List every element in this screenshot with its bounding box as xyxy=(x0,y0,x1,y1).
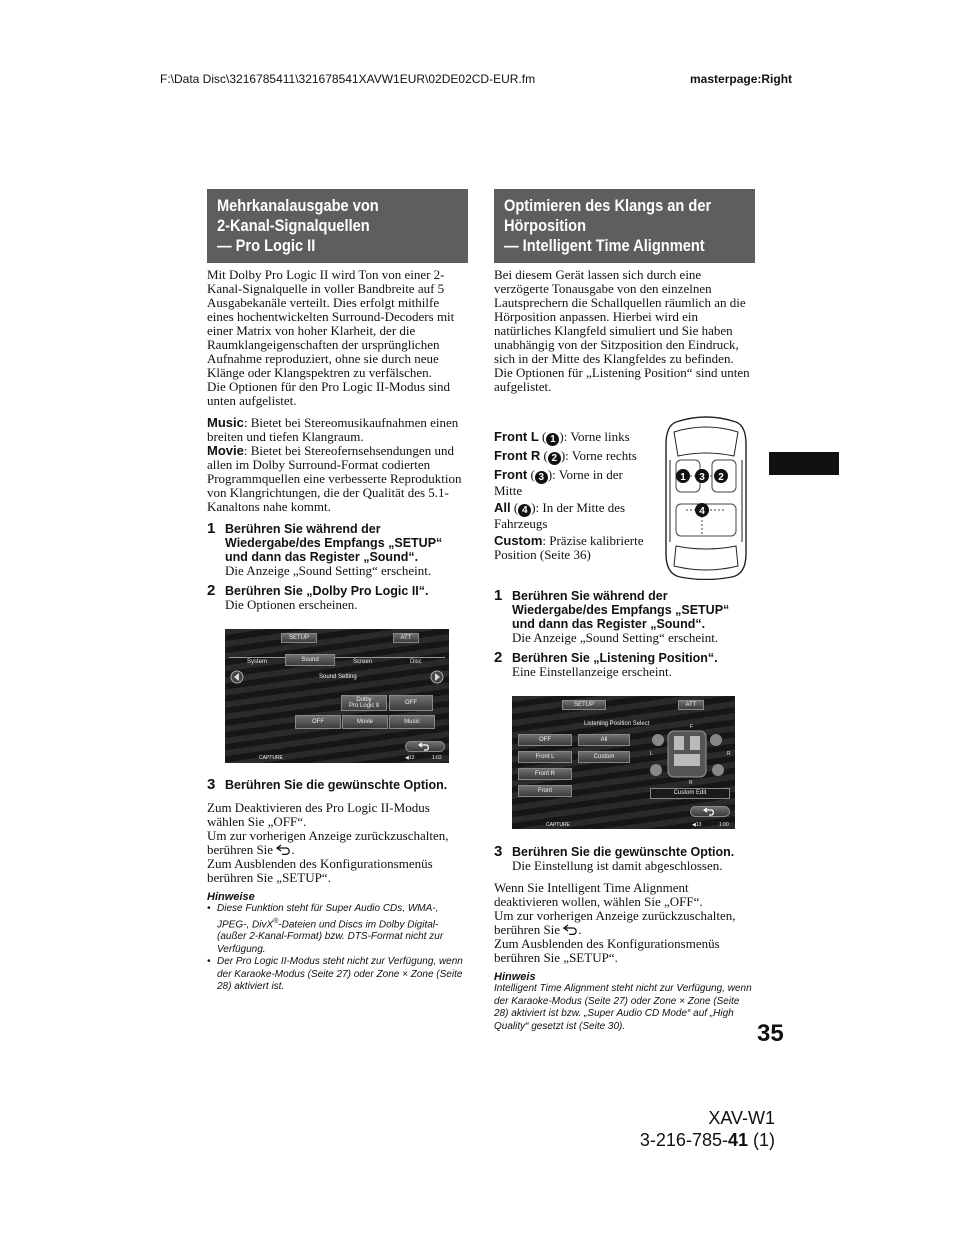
tab-system[interactable]: System xyxy=(247,659,268,665)
capture-label: CAPTURE xyxy=(546,822,570,828)
back-arrow-icon xyxy=(563,924,578,935)
custom-edit-button[interactable]: Custom Edit xyxy=(650,788,730,799)
off-instruction: Zum Deaktivieren des Pro Logic II-Modus wählen Sie „OFF“. xyxy=(207,800,430,829)
label-r: R xyxy=(727,751,731,757)
tab-sound[interactable]: Sound xyxy=(285,654,335,666)
back-instruction: Um zur vorherigen Anzeige zurückzuschalten, berühren Sie . xyxy=(494,908,736,937)
time-label: 1:02 xyxy=(432,755,442,761)
step-2: 2 Berühren Sie „Listening Position“. Eine Einstellanzeige erscheint. xyxy=(494,649,718,679)
att-button[interactable]: ATT xyxy=(393,633,419,643)
position-front: Front ( 3 ): Vorne in der Mitte xyxy=(494,467,623,498)
section-tab-marker xyxy=(769,452,839,475)
page-number: 35 xyxy=(757,1020,784,1047)
section-title-time-alignment: Optimieren des Klangs an der Hörposition — Intelligent Time Alignment xyxy=(494,189,755,263)
back-button[interactable] xyxy=(405,741,445,752)
time-label: 1:00 xyxy=(719,822,729,828)
position-front-r: Front R ( 2 ): Vorne rechts xyxy=(494,448,637,464)
model-name: XAV-W1 xyxy=(708,1108,775,1128)
screen-heading: Listening Position Select xyxy=(584,721,650,727)
screenshot-sound-setting xyxy=(225,629,449,763)
tab-disc[interactable]: Disc xyxy=(410,659,422,665)
hints-list xyxy=(207,903,468,994)
pos-front-r-button[interactable]: Front R xyxy=(518,768,572,780)
back-arrow-icon xyxy=(418,742,432,751)
section-title-pro-logic: Mehrkanalausgabe von 2-Kanal-Signalquellen — Pro Logic II xyxy=(207,189,468,263)
position-list xyxy=(494,430,654,562)
hint-item: • Diese Funktion steht für Super Audio CDs, WMA-, JPEG-, DivX®-Dateien und Discs im Dolby Digital- (außer 2-Kanal-Format) bzw. DTS-Format nicht zur Verfügung. xyxy=(217,903,468,956)
next-arrow-icon[interactable] xyxy=(430,670,444,684)
step-2: 2 Berühren Sie „Dolby Pro Logic II“. Die Optionen erscheinen. xyxy=(207,582,429,612)
prev-arrow-icon[interactable] xyxy=(230,670,244,684)
label-l: L xyxy=(650,751,653,757)
dolby-pro-logic-button[interactable]: Dolby Pro Logic Ⅱ xyxy=(341,695,387,711)
screenshot-listening-position xyxy=(512,696,735,829)
right-steps xyxy=(494,589,755,679)
right-column xyxy=(494,189,755,394)
pos-off-button[interactable]: OFF xyxy=(518,734,572,746)
left-column-bottom xyxy=(207,778,468,994)
position-front-l: Front L ( 1 ): Vorne links xyxy=(494,429,630,445)
file-path: F:\Data Disc\3216785411\321678541XAVW1EUR\02DE02CD-EUR.fm xyxy=(160,72,536,86)
capture-label: CAPTURE xyxy=(259,755,283,761)
screen-heading: Sound Setting xyxy=(319,674,357,680)
volume-label: ◀13 xyxy=(405,755,415,761)
car-label-3: 3 xyxy=(699,472,705,483)
left-column xyxy=(207,189,468,612)
right-column-bottom xyxy=(494,845,755,1033)
label-rear: R xyxy=(689,780,693,786)
volume-label: ◀13 xyxy=(692,822,702,828)
car-label-4: 4 xyxy=(699,506,705,517)
car-label-2: 2 xyxy=(718,472,724,483)
pos-front-button[interactable]: Front xyxy=(518,785,572,797)
intro-text: Bei diesem Gerät lassen sich durch eine verzögerte Tonausgabe von den einzelnen Lautsprechern die Schallquellen räumlich an die Hörposition anpassen. Hierbei wird ein natürliches Klangfeld simuliert und Sie haben unabhängig von der Sitzposition den Eindruck, sich in der Mitte des Klangfeldes zu befinden. xyxy=(494,267,746,366)
option-off-button[interactable]: OFF xyxy=(295,715,341,729)
position-custom: Custom: Präzise kalibrierte Position (Seite 36) xyxy=(494,533,644,562)
hints-title: Hinweise xyxy=(207,891,255,903)
hint-item: • Der Pro Logic II-Modus steht nicht zur Verfügung, wenn der Karaoke-Modus (Seite 27) oder Zone × Zone (Seite 28) aktiviert ist. xyxy=(217,956,468,994)
setup-instruction: Zum Ausblenden des Konfigurationsmenüs berühren Sie „SETUP“. xyxy=(207,856,433,885)
label-f: F xyxy=(690,724,694,730)
position-all: All ( 4 ): In der Mitte des Fahrzeugs xyxy=(494,500,626,531)
speaker-layout-icon xyxy=(648,726,726,786)
tab-screen[interactable]: Screen xyxy=(353,659,373,665)
step-3: 3 Berühren Sie die gewünschte Option. xyxy=(207,776,448,793)
intro-text: Mit Dolby Pro Logic II wird Ton von einer 2-Kanal-Signalquelle in voller Bandbreite auf 5 Ausgabekanäle verteilt. Dies erfolgt mithilfe eines hochentwickelten Surround-Decoders mit einer Matrix von hoher Klarheit, der die Raumklangeigenschaften der ursprünglichen Aufnahme reproduziert, ohne sie durch neue Klänge oder Klangspektren zu verfälschen. xyxy=(207,267,455,380)
dolby-off-button[interactable]: OFF xyxy=(389,695,433,711)
option-music-button[interactable]: Music xyxy=(389,715,435,729)
car-label-1: 1 xyxy=(680,472,686,483)
off-instruction: Wenn Sie Intelligent Time Alignment deaktivieren wollen, wählen Sie „OFF“. xyxy=(494,880,703,909)
step-1: 1 Berühren Sie während der Wiedergabe/des Empfangs „SETUP“ und dann das Register „Sound“. Die Anzeige „Sound Setting“ erscheint. xyxy=(207,520,443,578)
masterpage-label: masterpage:Right xyxy=(690,72,793,86)
hint-title: Hinweis xyxy=(494,971,536,983)
back-instruction: Um zur vorherigen Anzeige zurückzuschalten, berühren Sie . xyxy=(207,828,449,857)
car-seating-diagram xyxy=(662,414,750,580)
intro-options-text: Die Optionen für „Listening Position“ sind unten aufgelistet. xyxy=(494,365,750,394)
hint-text: Intelligent Time Alignment steht nicht zur Verfügung, wenn der Karaoke-Modus (Seite 27) oder Zone × Zone (Seite 28) aktiviert ist bzw. „Super Audio CD Mode“ auf „High Quality“ gesetzt ist (Seite 30). xyxy=(494,983,752,1032)
back-arrow-icon xyxy=(703,807,717,816)
step-3: 3 Berühren Sie die gewünschte Option. Die Einstellung ist damit abgeschlossen. xyxy=(494,843,735,873)
option-music: Music: Bietet bei Stereomusikaufnahmen einen breiten und tiefen Klangraum. xyxy=(207,415,459,444)
step-1: 1 Berühren Sie während der Wiedergabe/des Empfangs „SETUP“ und dann das Register „Sound“. Die Anzeige „Sound Setting“ erscheint. xyxy=(494,587,730,645)
setup-instruction: Zum Ausblenden des Konfigurationsmenüs berühren Sie „SETUP“. xyxy=(494,936,720,965)
back-arrow-icon xyxy=(276,844,291,855)
pos-all-button[interactable]: All xyxy=(578,734,630,746)
intro-options-text: Die Optionen für den Pro Logic II-Modus sind unten aufgelistet. xyxy=(207,379,450,408)
att-button[interactable]: ATT xyxy=(678,700,704,710)
option-movie: Movie: Bietet bei Stereofernsehsendungen und allen im Dolby Surround-Format codierten Programmquellen eine verbesserte Reproduktion von Klangrichtungen, die der Qualität des 5.1-Kanaltons nahe kommt. xyxy=(207,443,462,514)
back-button[interactable] xyxy=(690,806,730,817)
setup-button[interactable]: SETUP xyxy=(281,633,317,643)
pos-front-l-button[interactable]: Front L xyxy=(518,751,572,763)
part-number: 3-216-785-41 (1) xyxy=(639,1130,775,1150)
option-movie-button[interactable]: Movie xyxy=(342,715,388,729)
setup-button[interactable]: SETUP xyxy=(562,700,606,710)
pos-custom-button[interactable]: Custom xyxy=(578,751,630,763)
